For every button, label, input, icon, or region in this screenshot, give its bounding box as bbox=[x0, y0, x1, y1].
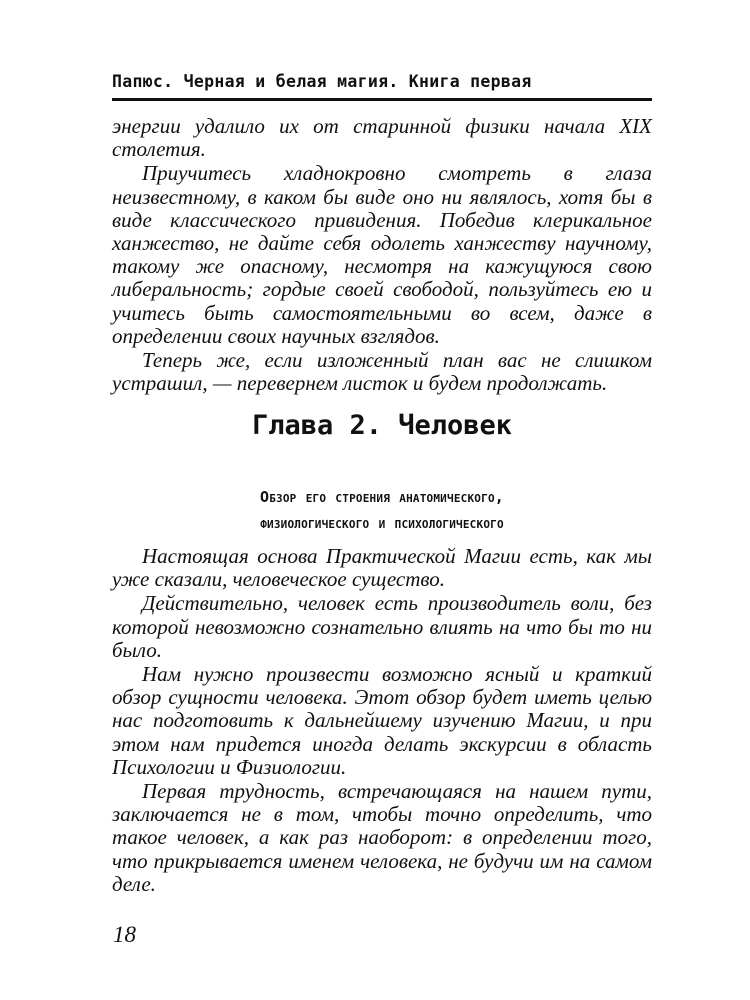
chapter-subtitle-line-1: Обзор его строения анатомического, bbox=[259, 488, 504, 506]
paragraph: Теперь же, если изложенный план вас не слишком устрашил, — перевернем листок и будем продолжать. bbox=[112, 348, 652, 396]
page-number: 18 bbox=[113, 922, 136, 947]
paragraph: Нам нужно произвести возможно ясный и краткий обзор сущности человека. Этот обзор будет иметь целью нас подготовить к дальнейшему изучению Магии, и при этом нам придется иногда делать экскурсии в область Психологии и Физиологии. bbox=[112, 662, 652, 779]
paragraph-continued: энергии удалило их от старинной физики начала XIX столетия. bbox=[112, 114, 652, 162]
paragraph: Настоящая основа Практической Магии есть, как мы уже сказали, человеческое существо. bbox=[112, 544, 652, 592]
chapter-subtitle-line-2: физиологического и психологического bbox=[260, 514, 504, 532]
text-block-chapter bbox=[112, 545, 652, 897]
paragraph: Первая трудность, встречающаяся на нашем пути, заключается не в том, чтобы точно определить, что такое человек, а как раз наоборот: в определении того, что прикрывается именем человека, не будучи им на самом деле. bbox=[112, 779, 652, 896]
text-block-top bbox=[112, 115, 652, 396]
paragraph: Приучитесь хладнокровно смотреть в глаза неизвестному, в каком бы виде оно ни являлось, хотя бы в виде классического привидения. Победив клерикальное ханжество, не дайте себя одолеть ханжеству научному, такому же опасному, несмотря на кажущуюся свою либеральность; гордые своей свободой, пользуйтесь ею и учитесь быть самостоятельными во всем, даже в определении своих научных взглядов. bbox=[112, 161, 652, 348]
chapter-title: Глава 2. Человек bbox=[251, 410, 513, 441]
paragraph: Действительно, человек есть производитель воли, без которой невозможно сознательно влиять на что бы то ни было. bbox=[112, 591, 652, 662]
header-rule bbox=[112, 98, 652, 101]
running-header: Папюс. Черная и белая магия. Книга первая bbox=[112, 72, 532, 91]
